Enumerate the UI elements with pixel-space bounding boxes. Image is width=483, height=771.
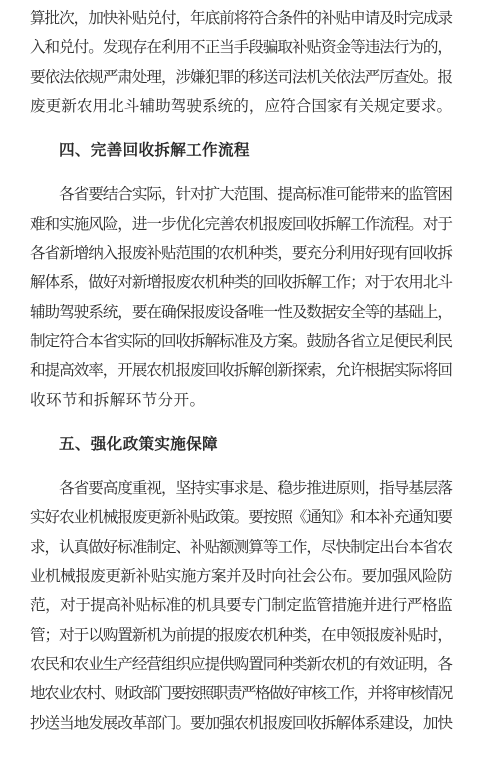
text-line: 实好农业机械报废更新补贴政策。要按照《通知》和本补充通知要 bbox=[30, 508, 452, 527]
text-line: 业机械报废更新补贴实施方案并及时向社会公布。要加强风险防 bbox=[30, 567, 453, 586]
text-line: 入和兑付。发现存在利用不正当手段骗取补贴资金等违法行为的， bbox=[30, 38, 452, 57]
text-line: 各省要高度重视，坚持实事求是、稳步推进原则，指导基层落 bbox=[30, 479, 452, 498]
text-line: 求，认真做好标准制定、补贴额测算等工作，尽快制定出台本省农 bbox=[30, 537, 452, 556]
text-line: 农民和农业生产经营组织应提供购置同种类新农机的有效证明，各 bbox=[30, 654, 452, 673]
text-line: 管；对于以购置新机为前提的报废农机种类，在申领报废补贴时， bbox=[30, 625, 452, 644]
text-line: 各省新增纳入报废补贴范围的农机种类，要充分利用好现有回收拆 bbox=[30, 244, 452, 263]
text-line: 各省要结合实际，针对扩大范围、提高标准可能带来的监管困 bbox=[30, 185, 452, 204]
text-line: 和提高效率，开展农机报废回收拆解创新探索，允许根据实际将回 bbox=[30, 361, 452, 380]
text-line: 收环节和拆解环节分开。 bbox=[30, 390, 206, 409]
section-heading-4: 四、完善回收拆解工作流程 bbox=[59, 140, 250, 160]
text-line: 废更新农用北斗辅助驾驶系统的，应符合国家有关规定要求。 bbox=[30, 96, 453, 115]
text-line: 地农业农村、财政部门要按照职责严格做好审核工作，并将审核情况 bbox=[30, 684, 452, 703]
text-line: 难和实施风险，进一步优化完善农机报废回收拆解工作流程。对于 bbox=[30, 214, 452, 233]
section-heading-5: 五、强化政策实施保障 bbox=[59, 433, 218, 453]
text-line: 要依法依规严肃处理，涉嫌犯罪的移送司法机关依法严厉查处。报 bbox=[30, 67, 452, 86]
text-line: 辅助驾驶系统，要在确保报废设备唯一性及数据安全等的基础上， bbox=[30, 302, 452, 321]
section-4-paragraph bbox=[30, 180, 453, 414]
text-line: 抄送当地发展改革部门。要加强农机报废回收拆解体系建设，加快 bbox=[30, 713, 452, 732]
text-line: 解体系，做好对新增报废农机种类的回收拆解工作；对于农用北斗 bbox=[30, 273, 452, 292]
text-line: 范，对于提高补贴标准的机具要专门制定监管措施并进行严格监 bbox=[30, 596, 453, 615]
intro-paragraph bbox=[30, 4, 453, 121]
text-line: 制定符合本省实际的回收拆解标准及方案。鼓励各省立足便民利民 bbox=[30, 331, 452, 350]
section-5-paragraph bbox=[30, 474, 453, 738]
text-line: 算批次，加快补贴兑付，年底前将符合条件的补贴申请及时完成录 bbox=[30, 9, 452, 27]
